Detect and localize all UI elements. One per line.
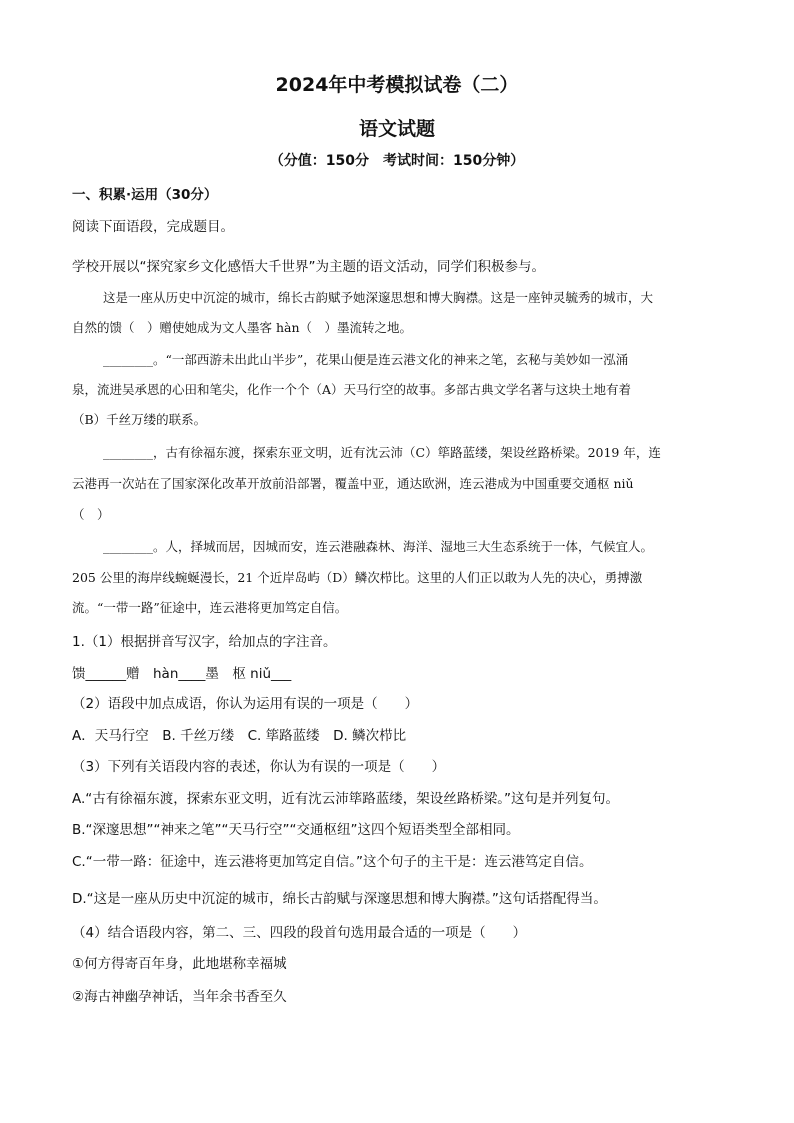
question-1-3: （3）下列有关语段内容的表述，你认为有误的一项是（ ） — [72, 759, 446, 775]
question-1-1: 1.（1）根据拼音写汉字，给加点的字注音。 — [72, 634, 337, 650]
question-1-2: （2）语段中加点成语，你认为运用有误的一项是（ ） — [72, 696, 419, 712]
instruction-text: 阅读下面语段，完成题目。 — [72, 219, 234, 235]
passage-line: 这是一座从历史中沉淀的城市，绵长古韵赋予她深邃思想和博大胸襟。这是一座钟灵毓秀的城市，大 — [103, 290, 654, 305]
passage-line: 云港再一次站在了国家深化改革开放前沿部署，覆盖中亚，通达欧洲，连云港成为中国重要交通枢 niǔ — [72, 476, 634, 491]
passage-line: 自然的馈（ ）赠使她成为文人墨客 hàn（ ）墨流转之地。 — [72, 320, 413, 335]
choice-2: ②海古神幽孕神话，当年余书香至久 — [72, 989, 287, 1005]
exam-meta: （分值：150分 考试时间：150分钟） — [269, 153, 525, 169]
activity-intro: 学校开展以“探究家乡文化感悟大千世界”为主题的语文活动，同学们积极参与。 — [72, 259, 545, 275]
passage-line: 205 公里的海岸线蜿蜒漫长，21 个近岸岛屿（D）鳞次栉比。这里的人们正以敢为人先的决心，勇搏激 — [72, 570, 643, 585]
option-b: B.“深邃思想”“神来之笔”“天马行空”“交通枢纽”这四个短语类型全部相同。 — [72, 822, 520, 838]
passage-line: ________。人，择城而居，因城而安，连云港融森林、海洋、湿地三大生态系统于一体，气候宜人。 — [103, 539, 654, 554]
pinyin-blanks: 馈______赠 hàn____墨 枢 niǔ___ — [72, 666, 292, 682]
exam-title: 2024年中考模拟试卷（二） — [275, 74, 519, 96]
options-1-2: A．天马行空 B. 千丝万缕 C. 筚路蓝缕 D. 鳞次栉比 — [72, 728, 407, 744]
option-a: A.“古有徐福东渡，探索东亚文明，近有沈云沛筚路蓝缕，架设丝路桥梁。”这句是并列复句。 — [72, 791, 620, 807]
passage-line: 泉，流进吴承恩的心田和笔尖，化作一个个（A）天马行空的故事。多部古典文学名著与这块土地有着 — [72, 382, 632, 397]
section-heading: 一、积累·运用（30分） — [72, 187, 218, 203]
option-c: C.“一带一路：征途中，连云港将更加笃定自信。”这个句子的主干是：连云港笃定自信。 — [72, 854, 593, 870]
passage-line: （ ） — [72, 507, 110, 522]
passage-line: 流。“一带一路”征途中，连云港将更加笃定自信。 — [72, 600, 348, 615]
passage-line: ________。“一部西游未出此山半步”，花果山便是连云港文化的神来之笔，玄秘与美妙如一泓涌 — [103, 352, 629, 367]
exam-subtitle: 语文试题 — [358, 118, 435, 140]
choice-1: ①何方得寄百年身，此地堪称幸福城 — [72, 956, 287, 972]
option-d: D.“这是一座从历史中沉淀的城市，绵长古韵赋与深邃思想和博大胸襟。”这句话搭配得当。 — [72, 891, 607, 907]
passage-line: （B）千丝万缕的联系。 — [72, 412, 207, 427]
passage-line: ________，古有徐福东渡，探索东亚文明，近有沈云沛（C）筚路蓝缕，架设丝路桥梁。2019 年，连 — [103, 445, 661, 460]
question-1-4: （4）结合语段内容，第二、三、四段的段首句选用最合适的一项是（ ） — [72, 925, 527, 941]
